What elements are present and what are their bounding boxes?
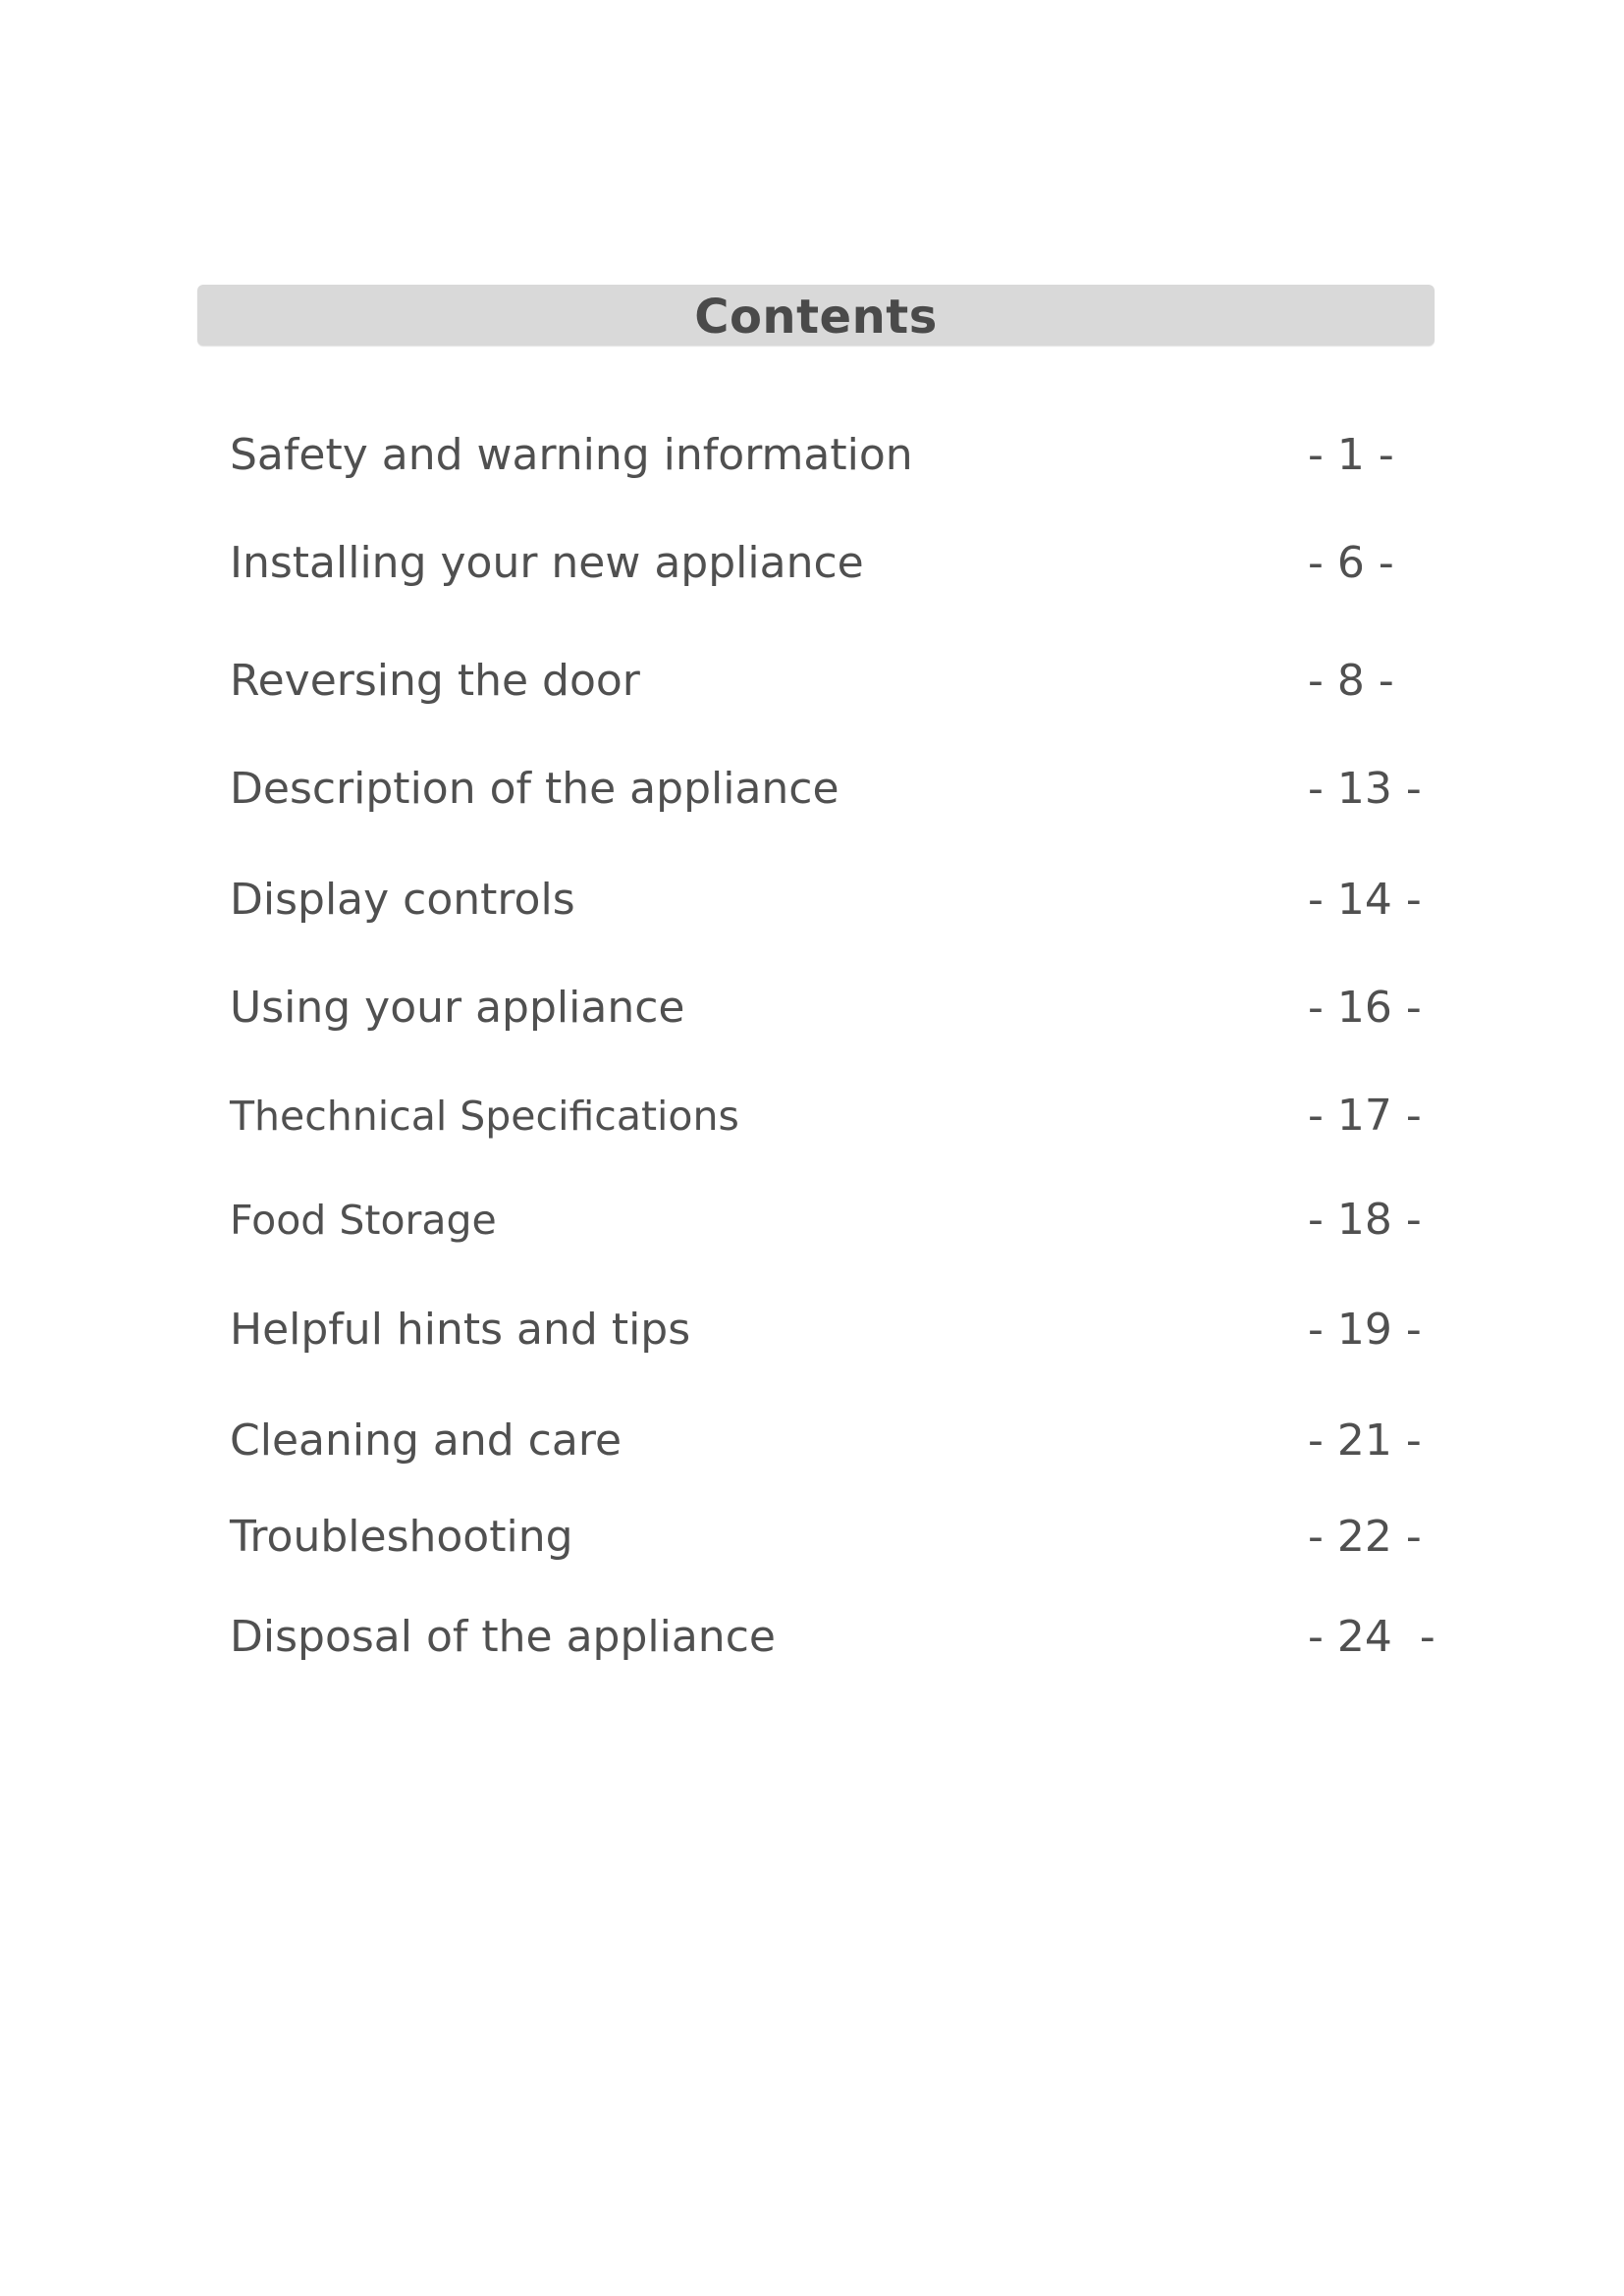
toc-entry-title[interactable]: Thechnical Specifications	[230, 1093, 739, 1140]
toc-entry-title[interactable]: Helpful hints and tips	[230, 1305, 691, 1355]
toc-entry[interactable]	[0, 1191, 1624, 1250]
toc-entry[interactable]	[0, 652, 1624, 711]
toc-entry[interactable]	[0, 1412, 1624, 1470]
toc-entry[interactable]	[0, 871, 1624, 930]
toc-entry[interactable]	[0, 1301, 1624, 1360]
toc-entry-title[interactable]: Installing your new appliance	[230, 538, 864, 588]
toc-entry[interactable]	[0, 426, 1624, 485]
toc-entry-title[interactable]: Cleaning and care	[230, 1415, 623, 1466]
toc-entry-title[interactable]: Disposal of the appliance	[230, 1612, 776, 1662]
contents-header-bar	[197, 285, 1435, 346]
toc-entry-title[interactable]: Food Storage	[230, 1197, 497, 1244]
toc-entry-page: - 8 -	[1308, 656, 1394, 706]
toc-entry-page: - 17 -	[1308, 1091, 1422, 1141]
toc-entry[interactable]	[0, 760, 1624, 819]
toc-entry-title[interactable]: Safety and warning information	[230, 430, 913, 480]
toc-entry-page: - 22 -	[1308, 1512, 1422, 1562]
contents-title: Contents	[694, 290, 938, 345]
toc-entry[interactable]	[0, 1087, 1624, 1146]
toc-entry-title[interactable]: Troubleshooting	[230, 1512, 573, 1562]
toc-entry-page: - 13 -	[1308, 764, 1422, 814]
toc-entry-page: - 19 -	[1308, 1305, 1422, 1355]
toc-entry-page: - 14 -	[1308, 875, 1422, 925]
toc-entry[interactable]	[0, 1508, 1624, 1567]
toc-entry-title[interactable]: Using your appliance	[230, 983, 685, 1033]
toc-entry-page: - 21 -	[1308, 1415, 1422, 1466]
toc-entry-page: - 18 -	[1308, 1195, 1422, 1245]
toc-entry-page: - 16 -	[1308, 983, 1422, 1033]
toc-entry-page: - 6 -	[1308, 538, 1394, 588]
toc-entry[interactable]	[0, 534, 1624, 593]
toc-entry[interactable]	[0, 1608, 1624, 1667]
toc-entry-title[interactable]: Display controls	[230, 875, 575, 925]
toc-entry[interactable]	[0, 979, 1624, 1038]
toc-entry-page: - 24 -	[1308, 1612, 1435, 1662]
toc-entry-page: - 1 -	[1308, 430, 1394, 480]
toc-entry-title[interactable]: Description of the appliance	[230, 764, 839, 814]
toc-entry-title[interactable]: Reversing the door	[230, 656, 640, 706]
